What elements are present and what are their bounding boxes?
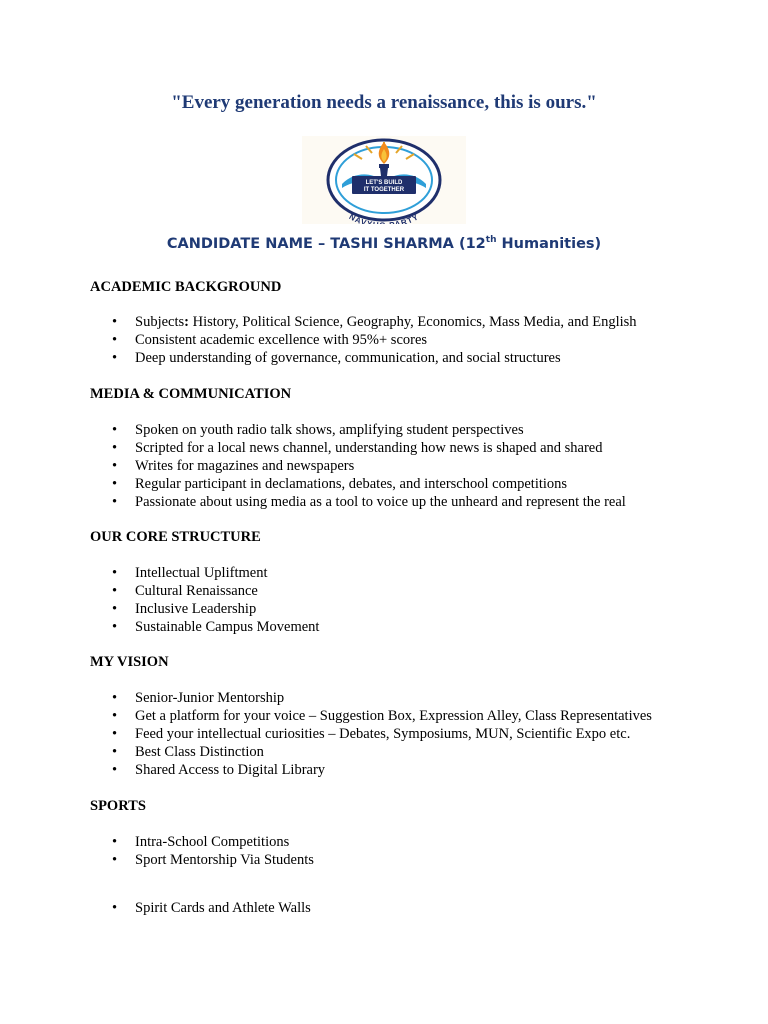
heading-media-communication: MEDIA & COMMUNICATION	[90, 386, 292, 402]
media-list	[90, 422, 626, 511]
list-item: • Spoken on youth radio talk shows, amplifying student perspectives	[112, 422, 524, 438]
subjects-label: Subjects	[135, 314, 185, 330]
list-item: • Get a platform for your voice – Suggestion Box, Expression Alley, Class Representatives	[112, 707, 652, 724]
list-item: • Sport Mentorship Via Students	[112, 851, 314, 868]
candidate-stream: Humanities)	[496, 236, 602, 252]
list-item: • Shared Access to Digital Library	[112, 761, 326, 778]
list-item: • Intellectual Upliftment	[112, 565, 268, 581]
list-item: • Subjects: History, Political Science, Geography, Economics, Mass Media, and English	[112, 314, 637, 330]
vision-list	[90, 690, 652, 779]
list-item: • Feed your intellectual curiosities – Debates, Symposiums, MUN, Scientific Expo etc.	[112, 725, 631, 742]
list-item: • Consistent academic excellence with 95%+ scores	[112, 331, 428, 348]
sports-list	[90, 834, 314, 870]
subjects-text: History, Political Science, Geography, Economics, Mass Media, and English	[188, 314, 637, 330]
logo-party-name: NAV RTY	[347, 212, 421, 224]
campaign-quote: "Every generation needs a renaissance, this is ours."	[171, 92, 597, 113]
list-item: • Scripted for a local news channel, understanding how news is shaped and shared	[112, 439, 603, 456]
list-item: • Best Class Distinction	[112, 743, 264, 760]
list-item: • Cultural Renaissance	[112, 582, 258, 599]
navyug-party-logo	[302, 136, 466, 224]
heading-my-vision: MY VISION	[90, 654, 169, 670]
core-structure-list	[90, 565, 319, 637]
academic-list	[90, 314, 637, 368]
candidate-name-text: CANDIDATE NAME – TASHI SHARMA (12	[166, 236, 486, 252]
heading-academic-background: ACADEMIC BACKGROUND	[90, 279, 282, 295]
list-item: • Writes for magazines and newspapers	[112, 457, 355, 474]
list-item: • Inclusive Leadership	[112, 600, 257, 617]
list-item: • Spirit Cards and Athlete Walls	[112, 900, 311, 916]
list-item: • Passionate about using media as a tool to voice up the unheard and represent the real	[112, 493, 626, 510]
heading-core-structure: OUR CORE STRUCTURE	[90, 529, 261, 545]
party-emblem-icon	[302, 136, 466, 224]
list-item: • Regular participant in declamations, debates, and interschool competitions	[112, 475, 568, 492]
list-item: • Deep understanding of governance, communication, and social structures	[112, 349, 561, 366]
heading-sports: SPORTS	[90, 798, 146, 814]
logo-banner-line-2: IT TOGETHER	[363, 187, 405, 193]
list-item: • Sustainable Campus Movement	[112, 618, 320, 635]
list-item: • Senior-Junior Mentorship	[112, 690, 285, 706]
candidate-name	[0, 236, 768, 252]
logo-banner-line-1: LET'S BUILD	[365, 180, 403, 186]
grade-superscript: th	[485, 235, 497, 245]
sports-list-continued	[90, 900, 311, 918]
list-item: • Intra-School Competitions	[112, 834, 290, 850]
